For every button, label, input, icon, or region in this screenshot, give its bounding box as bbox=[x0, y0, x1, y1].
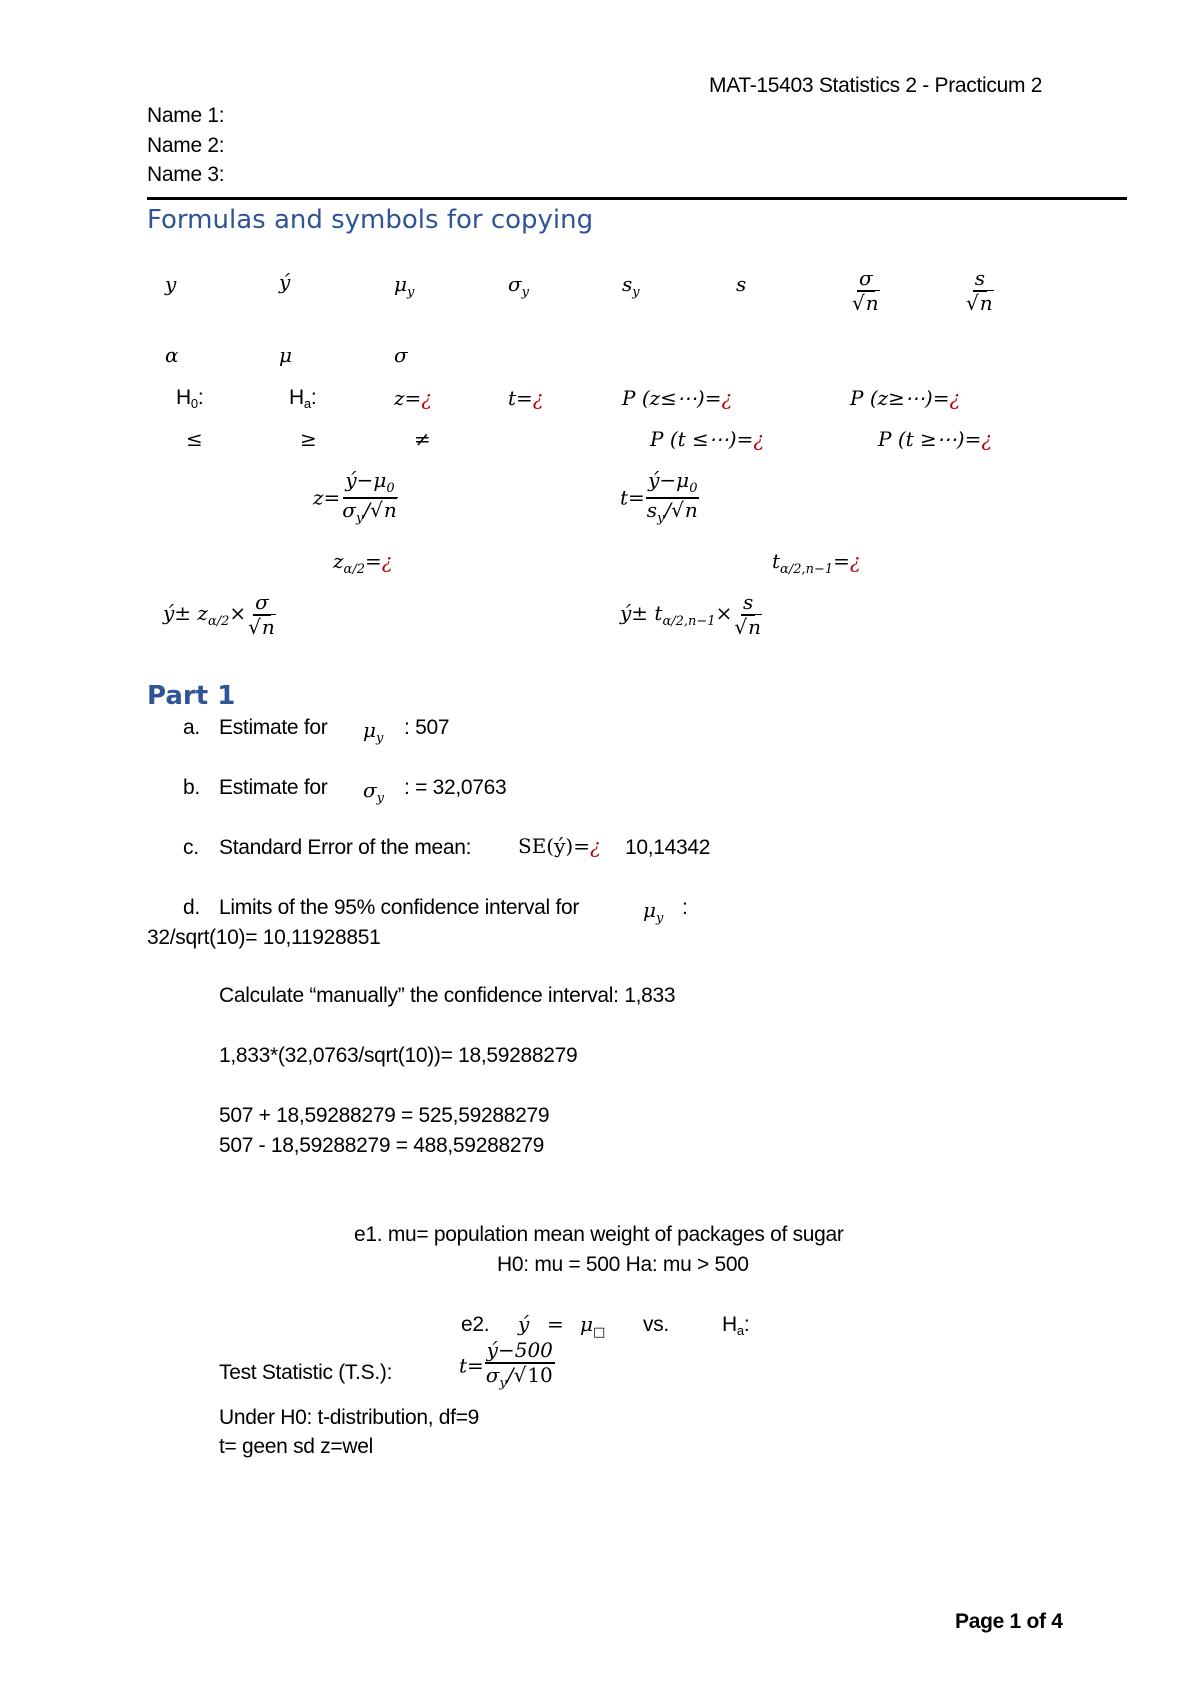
e1-line-1: e1. mu= population mean weight of packages of sugar bbox=[354, 1223, 844, 1246]
symbol-y: y bbox=[165, 272, 177, 296]
name-3-label: Name 3: bbox=[147, 163, 225, 186]
z-equals: z=¿ bbox=[394, 386, 433, 410]
symbol-alpha: α bbox=[165, 343, 179, 367]
item-c-label: c. bbox=[183, 836, 199, 859]
sigma-over-sqrt-n: $\frac{\sigma}{√n}$ bbox=[852, 266, 879, 315]
calc-line-4: 507 - 18,59288279 = 488,59288279 bbox=[219, 1134, 544, 1157]
t-equals: t=¿ bbox=[508, 386, 544, 410]
formulas-heading: Formulas and symbols for copying bbox=[147, 205, 594, 235]
e2-mu: $\mu_□$ bbox=[580, 1312, 606, 1340]
e2-equals: = bbox=[547, 1312, 564, 1336]
t-alpha-half: $t_{\alpha/2,n-1}=¿$ bbox=[772, 549, 861, 577]
item-c-value: 10,14342 bbox=[625, 836, 711, 859]
item-b-value: : = 32,0763 bbox=[404, 776, 507, 799]
course-title: MAT-15403 Statistics 2 - Practicum 2 bbox=[709, 74, 1043, 97]
item-a-symbol: $\mu_y$ bbox=[363, 718, 384, 746]
symbol-sigma-y: $\sigma_y$ bbox=[508, 272, 530, 300]
p-z-ge: P (z≥⋯)=¿ bbox=[850, 386, 961, 410]
e2-vs: vs. bbox=[643, 1313, 669, 1336]
test-statistic-label: Test Statistic (T.S.): bbox=[219, 1361, 393, 1384]
item-d-text: Limits of the 95% confidence interval for bbox=[219, 896, 580, 919]
symbol-sigma: σ bbox=[394, 343, 408, 367]
p-t-le: P (t ≤⋯)=¿ bbox=[650, 427, 765, 451]
item-b-text: Estimate for bbox=[219, 776, 328, 799]
symbol-mu-y: $\mu_y$ bbox=[394, 272, 415, 300]
page-number: Page 1 of 4 bbox=[955, 1610, 1063, 1633]
t-statistic-formula: t= $\frac{ý-\mu_0}{s_y/√n}$ bbox=[620, 468, 698, 526]
item-d-symbol: $\mu_y$ bbox=[643, 898, 664, 926]
t-confidence-interval: ý± $t_{\alpha/2,n-1}\times$ $\frac{s}{√n}$ bbox=[620, 590, 761, 639]
calc-line-3: 507 + 18,59288279 = 525,59288279 bbox=[219, 1104, 550, 1127]
symbol-s: s bbox=[736, 272, 747, 296]
symbol-y-bar: ý bbox=[279, 270, 291, 294]
symbol-ge: ≥ bbox=[300, 427, 317, 451]
h0-symbol: H0: bbox=[176, 386, 204, 411]
item-a-value: : 507 bbox=[404, 716, 450, 739]
symbol-mu: μ bbox=[279, 343, 292, 367]
name-1-label: Name 1: bbox=[147, 104, 225, 127]
calc-line-2: 1,833*(32,0763/sqrt(10))= 18,59288279 bbox=[219, 1044, 578, 1067]
z-confidence-interval: ý± $z_{\alpha/2}\times$ $\frac{\sigma}{√n}$ bbox=[163, 590, 275, 639]
header-rule bbox=[147, 197, 1127, 200]
s-over-sqrt-n: $\frac{s}{√n}$ bbox=[966, 266, 993, 315]
item-d-label: d. bbox=[183, 896, 200, 919]
e2-label: e2. bbox=[461, 1313, 490, 1336]
e2-y-bar: ý bbox=[518, 1312, 530, 1336]
e1-line-2: H0: mu = 500 Ha: mu > 500 bbox=[497, 1253, 749, 1276]
e2-ha: Ha: bbox=[722, 1313, 750, 1338]
symbol-s-y: $s_y$ bbox=[622, 272, 640, 300]
part-1-heading: Part 1 bbox=[147, 681, 236, 711]
symbol-le: ≤ bbox=[186, 427, 203, 451]
item-d-line2: 32/sqrt(10)= 10,11928851 bbox=[147, 926, 381, 949]
item-c-text: Standard Error of the mean: bbox=[219, 836, 472, 859]
item-b-symbol: $\sigma_y$ bbox=[363, 778, 385, 806]
name-2-label: Name 2: bbox=[147, 134, 225, 157]
p-t-ge: P (t ≥⋯)=¿ bbox=[878, 427, 993, 451]
item-b-label: b. bbox=[183, 776, 200, 799]
item-c-se: SE(ý)=¿ bbox=[518, 834, 601, 858]
z-statistic-formula: z= $\frac{ý-\mu_0}{\sigma_y/√n}$ bbox=[313, 468, 397, 526]
z-alpha-half: $z_{\alpha/2}=¿$ bbox=[333, 549, 393, 577]
test-statistic-formula: t= $\frac{ý-500}{\sigma_y/√10}$ bbox=[459, 1338, 553, 1391]
under-h0-text: Under H0: t-distribution, df=9 bbox=[219, 1406, 480, 1429]
item-a-text: Estimate for bbox=[219, 716, 328, 739]
item-d-colon: : bbox=[682, 896, 688, 919]
p-z-le: P (z≤⋯)=¿ bbox=[622, 386, 733, 410]
symbol-ne: ≠ bbox=[414, 427, 431, 451]
ha-symbol: Ha: bbox=[289, 386, 317, 411]
t-note-text: t= geen sd z=wel bbox=[219, 1435, 373, 1458]
calc-line-1: Calculate “manually” the confidence interval: 1,833 bbox=[219, 984, 676, 1007]
item-a-label: a. bbox=[183, 716, 200, 739]
